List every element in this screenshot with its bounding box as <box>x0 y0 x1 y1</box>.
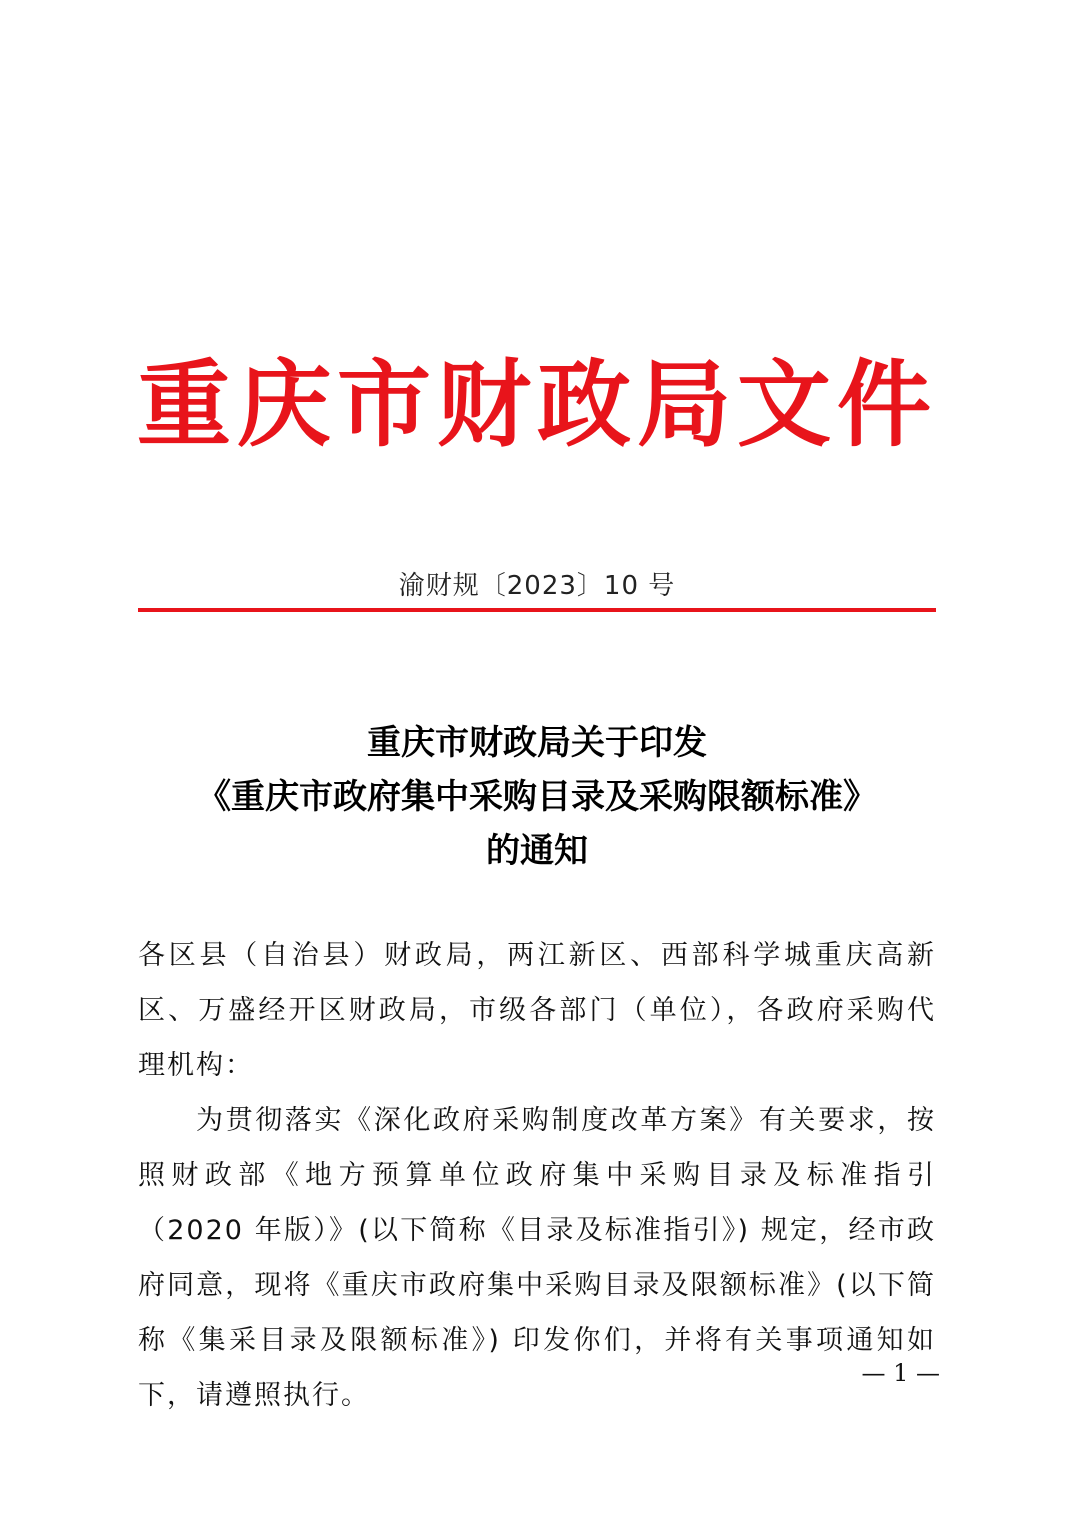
notice-title-line-3: 的通知 <box>486 831 588 871</box>
notice-title-line-2: 《重庆市政府集中采购目录及采购限额标准》 <box>197 777 877 817</box>
notice-title-line-1: 重庆市财政局关于印发 <box>367 723 707 763</box>
document-body <box>138 928 936 1423</box>
addressee-paragraph: 各区县（自治县）财政局，两江新区、西部科学城重庆高新区、万盛经开区财政局，市级各部门（单位），各政府采购代理机构： <box>138 940 936 1081</box>
notice-title <box>0 716 1074 878</box>
document-header-title: 重庆市财政局文件 <box>136 350 937 460</box>
body-paragraph-1: 为贯彻落实《深化政府采购制度改革方案》有关要求，按照财政部《地方预算单位政府集中采购目录及标准指引（2020 年版）》(以下简称《目录及标准指引》) 规定，经市政府同意，现将《重庆市政府集中采购目录及限额标准》(以下简称《集采目录及限额标准》) 印发你们，并将有关事项通知如下，请遵照执行。 <box>138 1105 936 1411</box>
page-number: — 1 — <box>861 1359 940 1387</box>
red-separator-line <box>138 608 936 612</box>
document-number: 渝财规〔2023〕10 号 <box>398 571 676 601</box>
